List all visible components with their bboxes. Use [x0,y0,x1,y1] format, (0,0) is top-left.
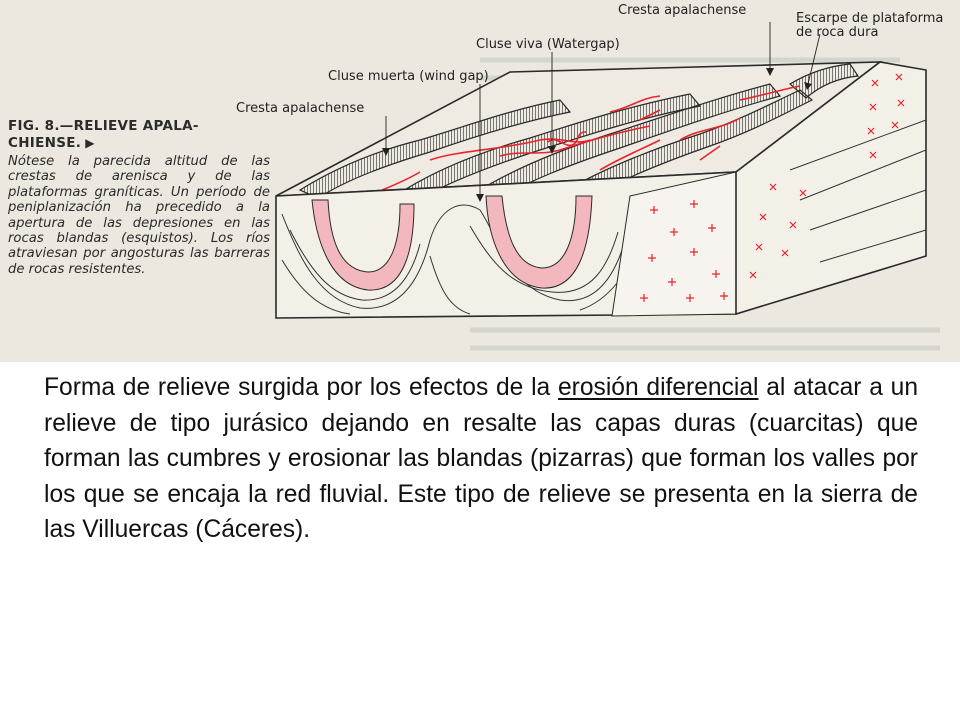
description-paragraph [44,370,918,548]
label-cluse-muerta: Cluse muerta (wind gap) [328,69,489,84]
label-cluse-viva: Cluse viva (Watergap) [476,37,620,52]
label-escarpe-line-1: Escarpe de plataforma [796,11,944,26]
caption-body: Nótese la parecida altitud de las crestas de arenisca y de las plataformas graníticas. Un período de peniplanización ha precedido a la apertura de las depresiones en las rocas blandas (esquistos). Los ríos atraviesan por angosturas las barreras de rocas resistentes. [8,154,270,277]
label-cresta-apalachense-top: Cresta apalachense [618,3,747,18]
caption-title-text: FIG. 8.—RELIEVE APALA-CHIENSE. [8,118,199,151]
description-text-end: al atacar a un relieve de tipo jurásico dejando en resalte las capas duras (cuarcitas) que forman las cumbres y erosionar las blandas (pizarras) que forman los valles por los que se encaja la red fluvial. Este tipo de relieve se presenta en la sierra de las Villuercas (Cáceres). [44,374,918,543]
figure-caption [8,118,270,277]
label-cresta-apalachense-left: Cresta apalachense [236,101,365,116]
description-text-start: Forma de relieve surgida por los efectos de la [44,374,558,401]
term-erosion-diferencial: erosión diferencial [557,374,759,401]
pointer-arrow-icon: ▶ [85,136,95,150]
label-escarpe-line-2: de roca dura [796,25,879,40]
caption-title [8,118,270,152]
